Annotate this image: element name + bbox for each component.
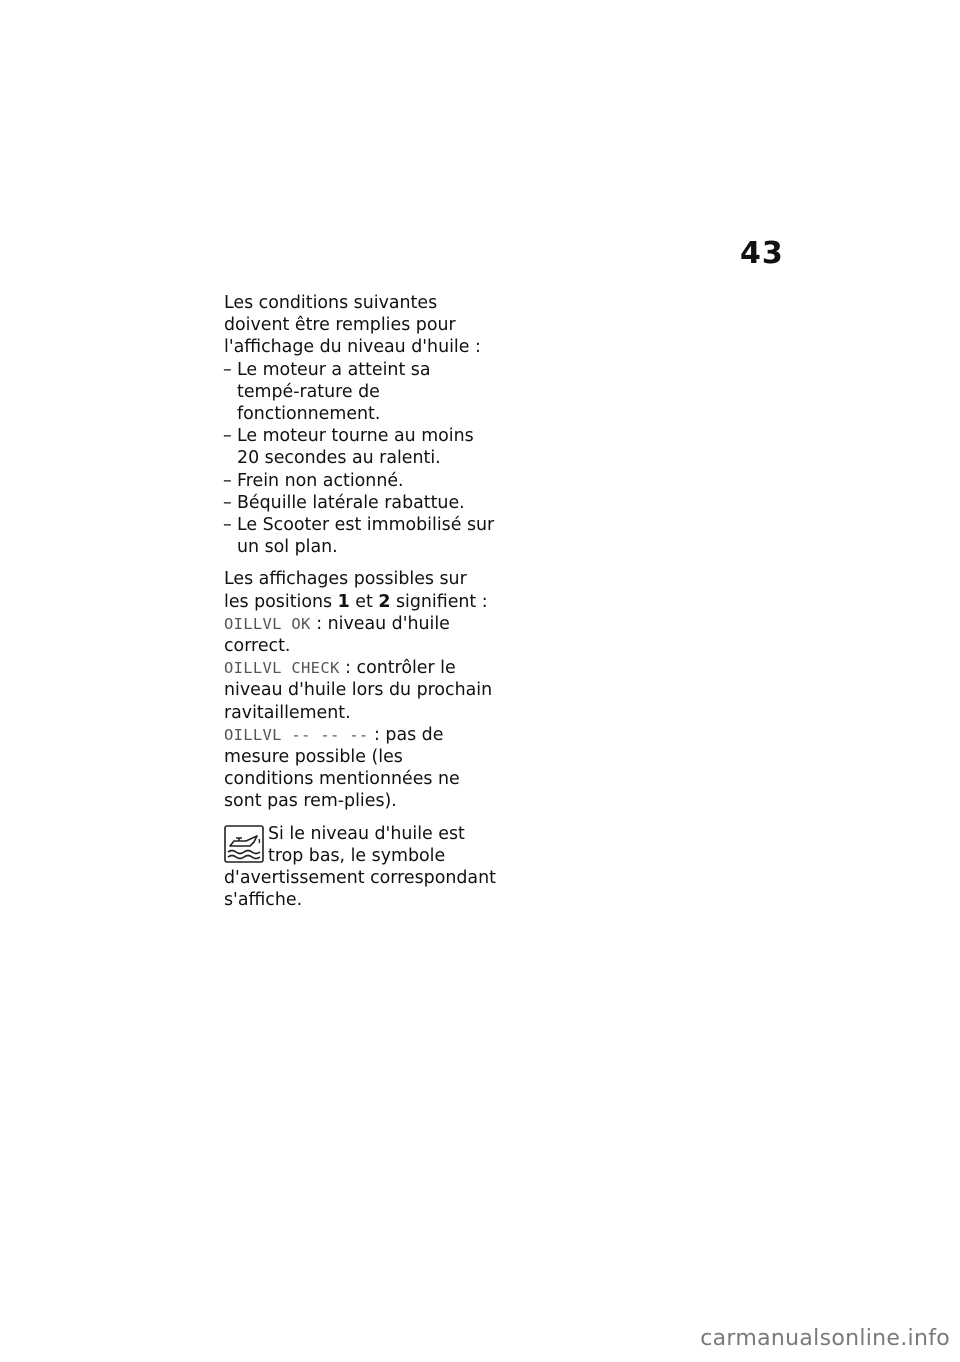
position-1-label: 1 (337, 591, 350, 612)
condition-item: – Le moteur tourne au moins 20 secondes au ralenti. (224, 425, 496, 469)
position-2-label: 2 (378, 591, 391, 612)
condition-item: – Le moteur a atteint sa tempé-rature de fonctionnement. (224, 359, 496, 426)
condition-item: – Le Scooter est immobilisé sur un sol plan. (224, 514, 496, 558)
display-item-check (224, 657, 496, 724)
display-text-check: : contrôler le niveau d'huile lors du prochain ravitaillement. (224, 658, 493, 723)
display-item-none (224, 724, 496, 813)
condition-item: – Frein non actionné. (224, 470, 496, 492)
display-code-check: OILLVL CHECK (224, 659, 340, 678)
oil-warning-note (224, 823, 496, 912)
display-text-none: : pas de mesure possible (les conditions mentionnées ne sont pas rem-plies). (224, 724, 460, 812)
oil-warning-text: Si le niveau d'huile est trop bas, le symbole d'avertissement correspondant s'affiche. (224, 823, 496, 911)
display-item-ok (224, 613, 496, 657)
display-text-ok: : niveau d'huile correct. (224, 613, 450, 657)
display-code-none: OILLVL -- -- -- (224, 725, 369, 744)
conditions-intro: Les conditions suivantes doivent être remplies pour l'affichage du niveau d'huile : (224, 293, 481, 358)
displays-intro (224, 568, 496, 612)
displays-intro-text: Les affichages possibles sur les positions (224, 569, 467, 612)
oil-level-warning-icon (224, 825, 264, 863)
displays-and: et (355, 591, 373, 612)
conditions-list (224, 359, 496, 559)
watermark: carmanualsonline.info (700, 1326, 950, 1351)
display-code-ok: OILLVL OK (224, 614, 311, 633)
page-number: 43 (740, 236, 784, 271)
displays-intro-end: signifient : (395, 591, 488, 612)
condition-item: – Béquille latérale rabattue. (224, 492, 496, 514)
content-column (224, 292, 496, 911)
